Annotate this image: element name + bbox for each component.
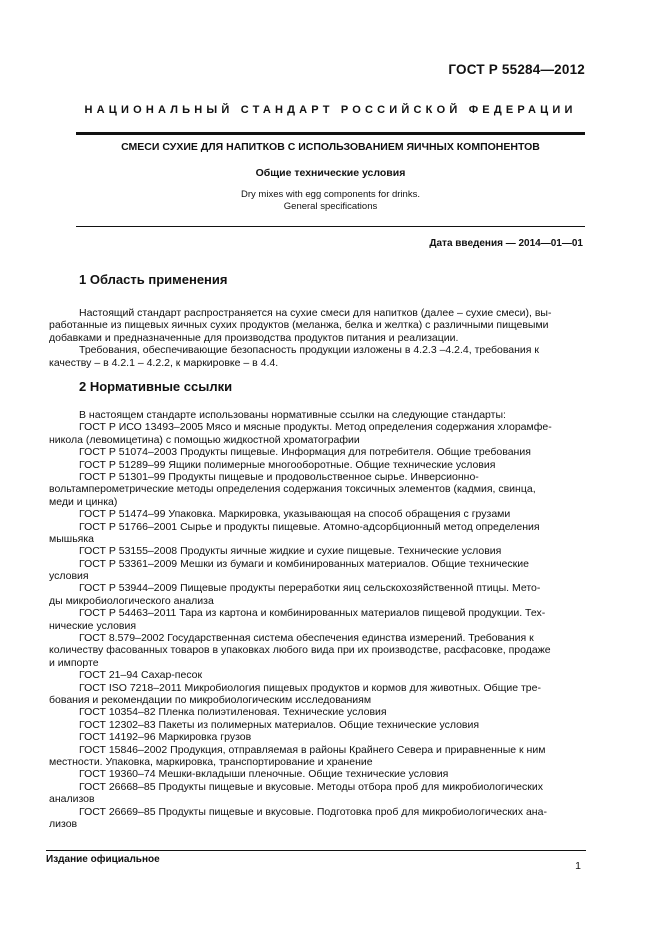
reference-line: В настоящем стандарте использованы нормативные ссылки на следующие стандарты: bbox=[79, 409, 506, 421]
english-title-line: Dry mixes with egg components for drinks. bbox=[241, 189, 420, 200]
reference-line: никола (левомицетина) с помощью жидкостной хроматографии bbox=[49, 433, 360, 446]
reference-line: условия bbox=[49, 570, 89, 583]
gost-code: ГОСТ Р 55284—2012 bbox=[448, 62, 585, 77]
reference-line: ГОСТ 12302–83 Пакеты из полимерных материалов. Общие технические условия bbox=[79, 718, 480, 731]
text-line: Настоящий стандарт распространяется на сухие смеси для напитков (далее – сухие смеси), вы- bbox=[79, 307, 552, 319]
reference-line: ГОСТ ISO 7218–2011 Микробиология пищевых продуктов и кормов для животных. Общие тре- bbox=[79, 681, 541, 694]
footer-divider bbox=[46, 850, 586, 851]
english-title-line: General specifications bbox=[283, 201, 378, 212]
reference-line: ГОСТ Р 53944–2009 Пищевые продукты переработки яиц сельскохозяйственной птицы. Мето- bbox=[79, 582, 541, 595]
reference-line: местности. Упаковка, маркировка, транспортирование и хранение bbox=[49, 755, 373, 768]
reference-line: ГОСТ 19360–74 Мешки-вкладыши пленочные. Общие технические условия bbox=[79, 768, 449, 781]
reference-line: ГОСТ Р 54463–2011 Тара из картона и комбинированных материалов пищевой продукции. Тех- bbox=[79, 607, 546, 620]
official-edition-label: Издание официальное bbox=[46, 854, 160, 865]
reference-line: ГОСТ Р 53361–2009 Мешки из бумаги и комбинированных материалов. Общие технические bbox=[79, 557, 529, 570]
reference-line: мышьяка bbox=[49, 532, 95, 545]
reference-line: ГОСТ 10354–82 Пленка полиэтиленовая. Технические условия bbox=[79, 706, 387, 719]
reference-line: ГОСТ Р 51074–2003 Продукты пищевые. Информация для потребителя. Общие требования bbox=[79, 446, 531, 459]
reference-line: количеству фасованных товаров в упаковках любого вида при их производстве, расфасовке, продаже bbox=[49, 644, 551, 657]
national-standard-heading: НАЦИОНАЛЬНЫЙ СТАНДАРТ РОССИЙСКОЙ ФЕДЕРАЦИИ bbox=[84, 104, 577, 116]
section-1-body bbox=[49, 307, 583, 369]
reference-line: ГОСТ 14192–96 Маркировка грузов bbox=[79, 731, 252, 744]
reference-line: ГОСТ Р 51301–99 Продукты пищевые и продовольственное сырье. Инверсионно- bbox=[79, 470, 479, 483]
page-number: 1 bbox=[575, 860, 581, 872]
reference-line: лизов bbox=[49, 817, 78, 830]
title-divider bbox=[76, 226, 585, 227]
section-2-heading: 2 Нормативные ссылки bbox=[79, 379, 233, 394]
document-subtitle: Общие технические условия bbox=[255, 167, 406, 179]
reference-line: ГОСТ 26668–85 Продукты пищевые и вкусовые. Методы отбора проб для микробиологических bbox=[79, 780, 543, 793]
header-divider bbox=[76, 132, 585, 135]
normative-references-list bbox=[49, 409, 583, 830]
text-line: добавками и предназначенные для производства продуктов питания и реализации. bbox=[49, 331, 459, 344]
reference-line: ГОСТ Р 53155–2008 Продукты яичные жидкие и сухие пищевые. Технические условия bbox=[79, 545, 502, 558]
reference-line: ГОСТ Р 51289–99 Ящики полимерные многооборотные. Общие технические условия bbox=[79, 458, 496, 471]
document-title: СМЕСИ СУХИЕ ДЛЯ НАПИТКОВ С ИСПОЛЬЗОВАНИЕМ ЯИЧНЫХ КОМПОНЕНТОВ bbox=[121, 141, 540, 153]
reference-line: ГОСТ Р ИСО 13493–2005 Мясо и мясные продукты. Метод определения содержания хлорамфе- bbox=[79, 421, 552, 434]
reference-line: ГОСТ Р 51474–99 Упаковка. Маркировка, указывающая на способ обращения с грузами bbox=[79, 508, 511, 521]
text-line: Требования, обеспечивающие безопасность продукции изложены в 4.2.3 –4.2.4, требования к bbox=[79, 344, 539, 357]
reference-line: ды микробиологического анализа bbox=[49, 594, 214, 607]
reference-line: ГОСТ Р 51766–2001 Сырье и продукты пищевые. Атомно-адсорбционный метод определения bbox=[79, 520, 540, 533]
reference-line: нические условия bbox=[49, 619, 137, 632]
reference-line: анализов bbox=[49, 793, 95, 806]
reference-line: меди и цинка) bbox=[49, 495, 118, 508]
english-title bbox=[0, 189, 661, 213]
reference-line: ГОСТ 21–94 Сахар-песок bbox=[79, 669, 203, 682]
text-line: качеству – в 4.2.1 – 4.2.2, к маркировке – в 4.4. bbox=[49, 356, 279, 369]
reference-line: ГОСТ 8.579–2002 Государственная система обеспечения единства измерений. Требования к bbox=[79, 632, 534, 645]
reference-line: ГОСТ 26669–85 Продукты пищевые и вкусовые. Подготовка проб для микробиологических ана- bbox=[79, 805, 547, 818]
introduction-date: Дата введения — 2014—01—01 bbox=[429, 238, 583, 249]
reference-line: вольтамперометрические методы определения содержания токсичных элементов (кадмия, свинца, bbox=[49, 483, 536, 496]
section-1-heading: 1 Область применения bbox=[79, 272, 228, 287]
reference-line: бования и рекомендации по микробиологическим исследованиям bbox=[49, 693, 372, 706]
text-line: работанные из пищевых яичных сухих продуктов (меланжа, белка и желтка) с различными пищевыми bbox=[49, 319, 549, 332]
reference-line: ГОСТ 15846–2002 Продукция, отправляемая в районы Крайнего Севера и приравненные к ним bbox=[79, 743, 546, 756]
reference-line: и импорте bbox=[49, 656, 99, 669]
